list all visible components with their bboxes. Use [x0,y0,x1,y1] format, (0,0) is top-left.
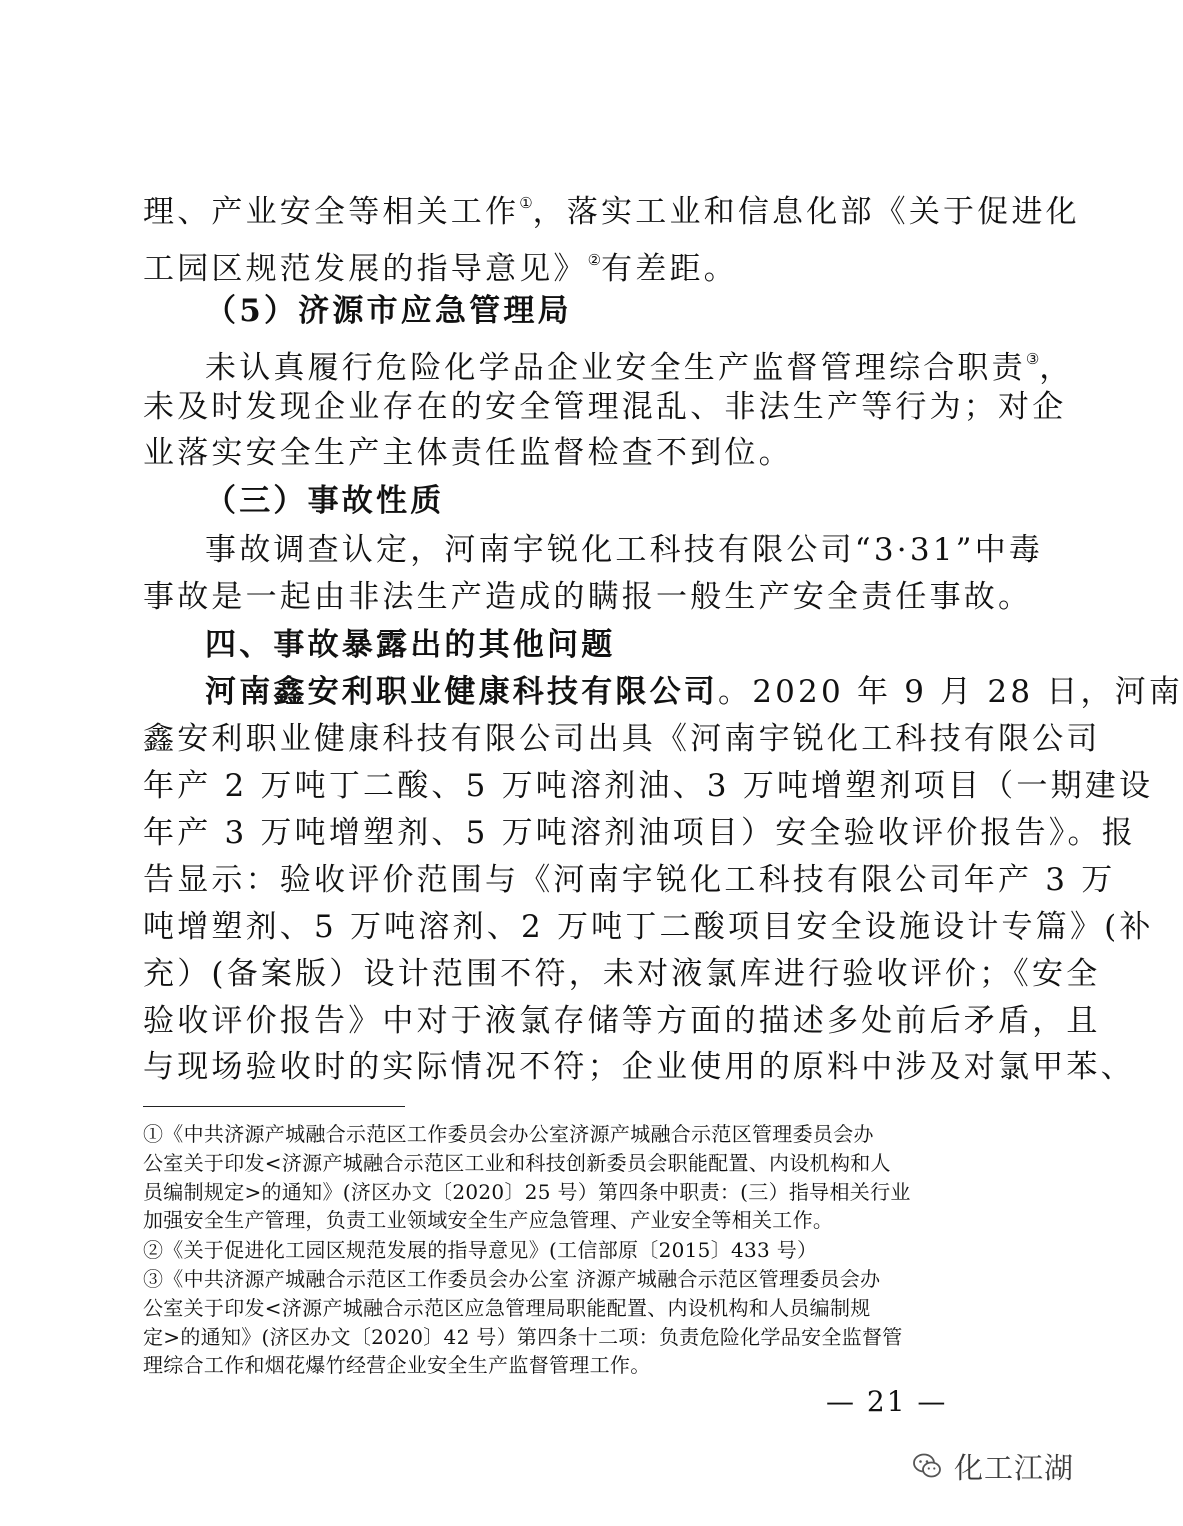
body-line: 验收评价报告》中对于液氯存储等方面的描述多处前后矛盾，且 [143,1003,1101,1039]
body-line [143,183,1080,232]
body-line [143,240,738,289]
body-line: 与现场验收时的实际情况不符；企业使用的原料中涉及对氯甲苯、 [143,1049,1135,1085]
body-line: 鑫安利职业健康科技有限公司出具《河南宇锐化工科技有限公司 [143,721,1101,757]
footnote-line: 公室关于印发<济源产城融合示范区应急管理局职能配置、内设机构和人员编制规 [143,1296,871,1320]
text-run: 理、产业安全等相关工作 [143,194,520,230]
footnote-line: 员编制规定>的通知》(济区办文〔2020〕25 号）第四条中职责：(三）指导相关行业 [143,1180,911,1204]
body-line: 事故调查认定，河南宇锐化工科技有限公司“3·31”中毒 [205,532,1044,568]
text-run: ， [1039,350,1074,386]
footnote-line: 理综合工作和烟花爆竹经营企业安全生产监督管理工作。 [143,1353,651,1377]
text-run: 有差距。 [601,251,738,287]
footnote-line: 公室关于印发<济源产城融合示范区工业和科技创新委员会职能配置、内设机构和人 [143,1151,891,1175]
footnote-line: 加强安全生产管理，负责工业领域安全生产应急管理、产业安全等相关工作。 [143,1208,834,1232]
body-line: 吨增塑剂、5 万吨溶剂、2 万吨丁二酸项目安全设施设计专篇》(补 [143,909,1154,945]
body-line: 业落实安全生产主体责任监督检查不到位。 [143,435,793,471]
body-line: 年产 3 万吨增塑剂、5 万吨溶剂油项目）安全验收评价报告》。报 [143,815,1136,851]
footnote-ref: ② [587,251,602,269]
body-line [205,672,1183,712]
text-run: 。2020 年 9 月 28 日，河南 [718,674,1183,710]
body-line: 事故是一起由非法生产造成的瞒报一般生产安全责任事故。 [143,579,1033,615]
text-run: ，落实工业和信息化部《关于促进化 [532,194,1080,230]
page-number: — 21 — [826,1385,948,1418]
footnote-line: ①《中共济源产城融合示范区工作委员会办公室济源产城融合示范区管理委员会办 [143,1122,874,1146]
footnote-line: 定>的通知》(济区办文〔2020〕42 号）第四条十二项：负责危险化学品安全监督管 [143,1325,903,1349]
watermark-text: 化工江湖 [954,1450,1075,1485]
section-heading: （5）济源市应急管理局 [205,293,572,329]
footnote-line: ②《关于促进化工园区规范发展的指导意见》(工信部原〔2015〕433 号） [143,1238,818,1262]
footnote-ref: ③ [1025,350,1040,368]
section-heading: 四、事故暴露出的其他问题 [205,627,616,663]
body-line [205,339,1073,388]
section-heading: （三）事故性质 [205,483,445,519]
body-line: 未及时发现企业存在的安全管理混乱、非法生产等行为；对企 [143,389,1067,425]
footnote-ref: ① [519,194,533,212]
company-name: 河南鑫安利职业健康科技有限公司 [205,674,718,710]
footnote-line: ③《中共济源产城融合示范区工作委员会办公室 济源产城融合示范区管理委员会办 [143,1267,881,1291]
wechat-icon [912,1451,942,1481]
text-run: 工园区规范发展的指导意见》 [143,251,588,287]
body-line: 年产 2 万吨丁二酸、5 万吨溶剂油、3 万吨增塑剂项目（一期建设 [143,768,1154,804]
text-run: 未认真履行危险化学品企业安全生产监督管理综合职责 [205,350,1026,386]
body-line: 充）(备案版）设计范围不符，未对液氯库进行验收评价；《安全 [143,956,1101,992]
footnote-divider [143,1106,405,1107]
watermark [912,1444,1074,1488]
body-line: 告显示：验收评价范围与《河南宇锐化工科技有限公司年产 3 万 [143,862,1116,898]
